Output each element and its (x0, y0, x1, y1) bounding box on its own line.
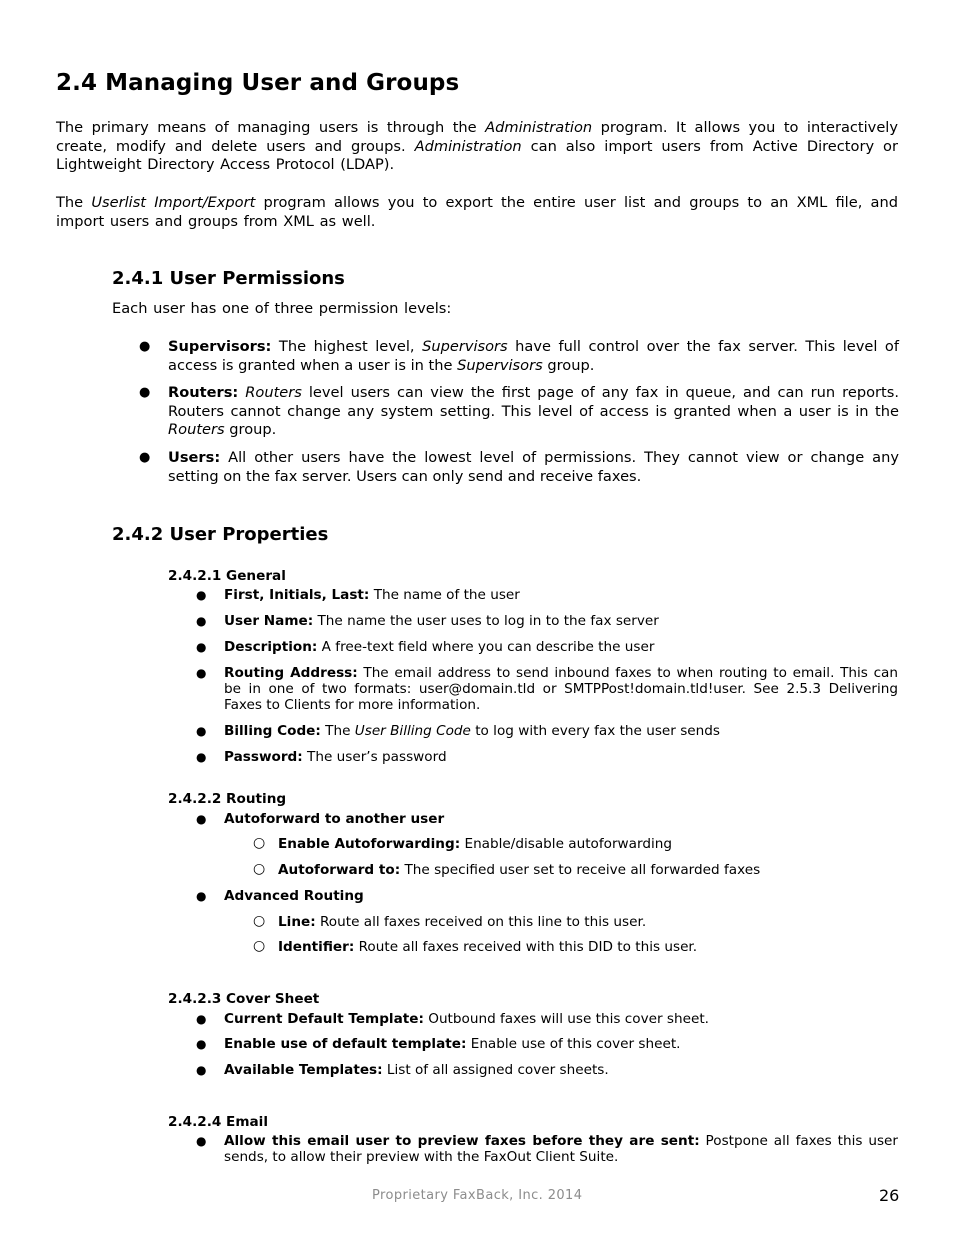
permission-supervisors: ● Supervisors: The highest level, Supervisors have full control over the fax server. This level of access is granted when a user is in the Supervisors group. (139, 338, 899, 374)
routing-autoforward: ● Autoforward to another user (196, 811, 445, 827)
bullet-icon: ● (196, 1037, 207, 1051)
permission-users: ● Users: All other users have the lowest level of permissions. They cannot view or change any setting on the fax server. Users can only send and receive faxes. (139, 448, 899, 485)
email-list (196, 1133, 898, 1173)
routing-sublist (253, 836, 898, 966)
general-item: ● Password: The user’s password (196, 749, 447, 765)
page-number: 26 (879, 1186, 900, 1205)
routing-heading: 2.4.2.2 Routing (168, 791, 287, 807)
bullet-icon: ● (196, 588, 207, 602)
bullet-icon: ● (196, 724, 207, 738)
cover-heading: 2.4.2.3 Cover Sheet (168, 991, 320, 1007)
circle-bullet-icon: ○ (253, 835, 266, 851)
bullet-icon: ● (196, 666, 207, 680)
intro-paragraph-1: The primary means of managing users is through the Administration program. It allows you to interactively create, modify and delete users and groups. Administration can also import users from Active Directory or Lightweight Directory Access Protocol (LDAP). (56, 119, 898, 174)
bullet-icon: ● (196, 812, 207, 826)
general-heading: 2.4.2.1 General (168, 568, 286, 584)
permissions-list (139, 338, 899, 486)
bullet-icon: ● (196, 750, 207, 764)
cover-item: ● Current Default Template: Outbound faxes will use this cover sheet. (196, 1011, 709, 1027)
cover-item: ● Enable use of default template: Enable use of this cover sheet. (196, 1036, 681, 1052)
bullet-icon: ● (196, 640, 207, 654)
email-heading: 2.4.2.4 Email (168, 1114, 269, 1130)
general-item: ● Routing Address: The email address to send inbound faxes to when routing to email. This can be in one of two formats: user@domain.tld or SMTPPost!domain.tld!user. See 2.5.3 Delivering Faxes to Clients for more information. (196, 665, 898, 713)
permissions-heading: 2.4.1 User Permissions (112, 268, 345, 289)
routing-subitem: ○ Enable Autoforwarding: Enable/disable autoforwarding (253, 835, 673, 852)
general-item: ● First, Initials, Last: The name of the user (196, 587, 520, 603)
cover-list (196, 1011, 898, 1081)
bullet-icon: ● (139, 385, 151, 401)
bullet-icon: ● (196, 614, 207, 628)
routing-subitem: ○ Identifier: Route all faxes received with this DID to this user. (253, 938, 698, 955)
intro-paragraph-2: The Userlist Import/Export program allows you to export the entire user list and groups to an XML file, and import users and groups from XML as well. (56, 194, 898, 230)
bullet-icon: ● (196, 889, 207, 903)
permissions-lead: Each user has one of three permission levels: (112, 300, 452, 317)
permission-routers: ● Routers: Routers level users can view the first page of any fax in queue, and can run reports. Routers cannot change any system setting. This level of access is granted when a user is in the Routers group. (139, 384, 899, 439)
general-list (196, 587, 898, 767)
cover-item: ● Available Templates: List of all assigned cover sheets. (196, 1062, 609, 1078)
email-item: ● Allow this email user to preview faxes before they are sent: Postpone all faxes this user sends, to allow their preview with the FaxOut Client Suite. (196, 1133, 898, 1165)
routing-advanced: ● Advanced Routing (196, 888, 364, 904)
routing-subitem: ○ Line: Route all faxes received on this line to this user. (253, 913, 647, 930)
properties-heading: 2.4.2 User Properties (112, 524, 329, 545)
circle-bullet-icon: ○ (253, 913, 266, 929)
footer-text: Proprietary FaxBack, Inc. 2014 (372, 1188, 583, 1203)
circle-bullet-icon: ○ (253, 861, 266, 877)
bullet-icon: ● (139, 339, 151, 354)
bullet-icon: ● (139, 449, 151, 465)
section-title: 2.4 Managing User and Groups (56, 70, 460, 96)
general-item: ● Description: A free-text field where you can describe the user (196, 639, 655, 655)
bullet-icon: ● (196, 1134, 207, 1148)
circle-bullet-icon: ○ (253, 938, 266, 954)
general-item: ● Billing Code: The User Billing Code to log with every fax the user sends (196, 723, 720, 739)
routing-subitem: ○ Autoforward to: The specified user set to receive all forwarded faxes (253, 861, 761, 878)
general-item: ● User Name: The name the user uses to log in to the fax server (196, 613, 659, 629)
bullet-icon: ● (196, 1063, 207, 1077)
bullet-icon: ● (196, 1012, 207, 1026)
